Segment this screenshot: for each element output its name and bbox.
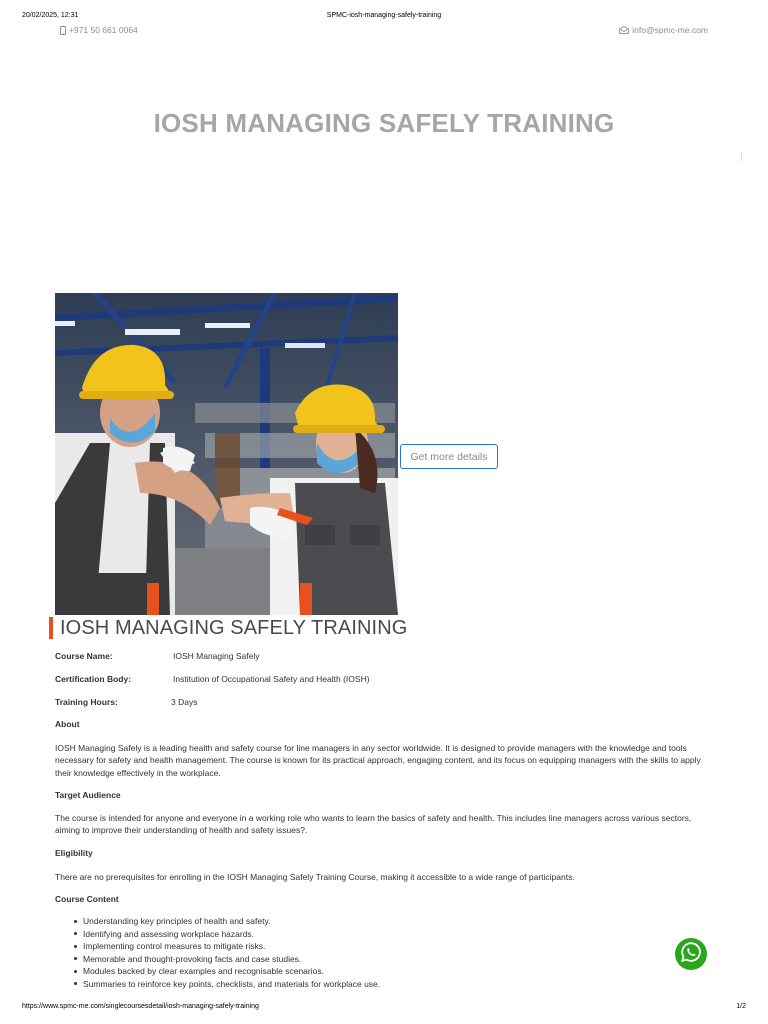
list-item: Identifying and assessing workplace hazards. [83, 928, 380, 941]
print-footer [22, 1003, 746, 1013]
phone-number: +971 50 661 0064 [69, 25, 138, 35]
hero-title: IOSH MANAGING SAFELY TRAINING [153, 108, 615, 138]
list-item: Memorable and thought-provoking facts and case studies. [83, 953, 380, 966]
whatsapp-button[interactable] [675, 938, 707, 970]
eligibility-text: There are no prerequisites for enrolling in the IOSH Managing Safely Training Course, making it accessible to a wide range of participants. [55, 872, 575, 882]
envelope-icon [619, 26, 629, 34]
print-url: https://www.spmc-me.com/singlecoursesdetail/iosh-managing-safely-training [22, 1003, 259, 1010]
info-value: Institution of Occupational Safety and Health (IOSH) [173, 674, 370, 684]
course-photo [55, 293, 398, 615]
info-key: Training Hours: [55, 697, 118, 707]
course-content-heading: Course Content [55, 894, 119, 904]
contact-bar [60, 25, 708, 37]
heading-accent-bar [49, 617, 53, 639]
info-value: 3 Days [171, 697, 198, 707]
phone-link[interactable] [60, 25, 138, 35]
get-more-details-button[interactable]: Get more details [400, 444, 498, 469]
print-datetime: 20/02/2025, 12:31 [22, 12, 79, 19]
print-header [22, 12, 746, 24]
list-item: Implementing control measures to mitigate risks. [83, 940, 380, 953]
course-heading-text: IOSH MANAGING SAFELY TRAINING [60, 616, 408, 639]
whatsapp-icon [680, 941, 702, 968]
mobile-phone-icon [60, 26, 66, 35]
info-key: Certification Body: [55, 674, 132, 684]
course-content-list [83, 915, 380, 990]
info-value: IOSH Managing Safely [173, 651, 260, 661]
divider [741, 153, 742, 161]
list-item: Modules backed by clear examples and recognisable scenarios. [83, 965, 380, 978]
target-audience-heading: Target Audience [55, 790, 121, 800]
course-heading [49, 616, 407, 640]
email-link[interactable] [619, 25, 708, 35]
about-text: IOSH Managing Safely is a leading health and safety course for line managers in any sector worldwide. It is designed to provide managers with the knowledge and tools necessary for safety and health management. The course is known for its practical approach, engaging content, and its focus on equipping managers with the skills to apply their knowledge effectively in the workplace. [55, 743, 701, 778]
print-title: SPMC-iosh-managing-safely-training [326, 12, 442, 19]
list-item: Understanding key principles of health and safety. [83, 915, 380, 928]
target-audience-text: The course is intended for anyone and everyone in a working role who wants to learn the basics of safety and health. This includes line managers across various sectors, aiming to improve their understanding of health and safety issues?. [55, 813, 692, 836]
email-address: info@spmc-me.com [632, 25, 708, 35]
print-page-number: 1/2 [736, 1003, 746, 1010]
about-heading: About [55, 719, 80, 729]
list-item: Summaries to reinforce key points, checklists, and materials for workplace use. [83, 978, 381, 989]
eligibility-heading: Eligibility [55, 848, 93, 858]
info-key: Course Name: [55, 651, 113, 661]
